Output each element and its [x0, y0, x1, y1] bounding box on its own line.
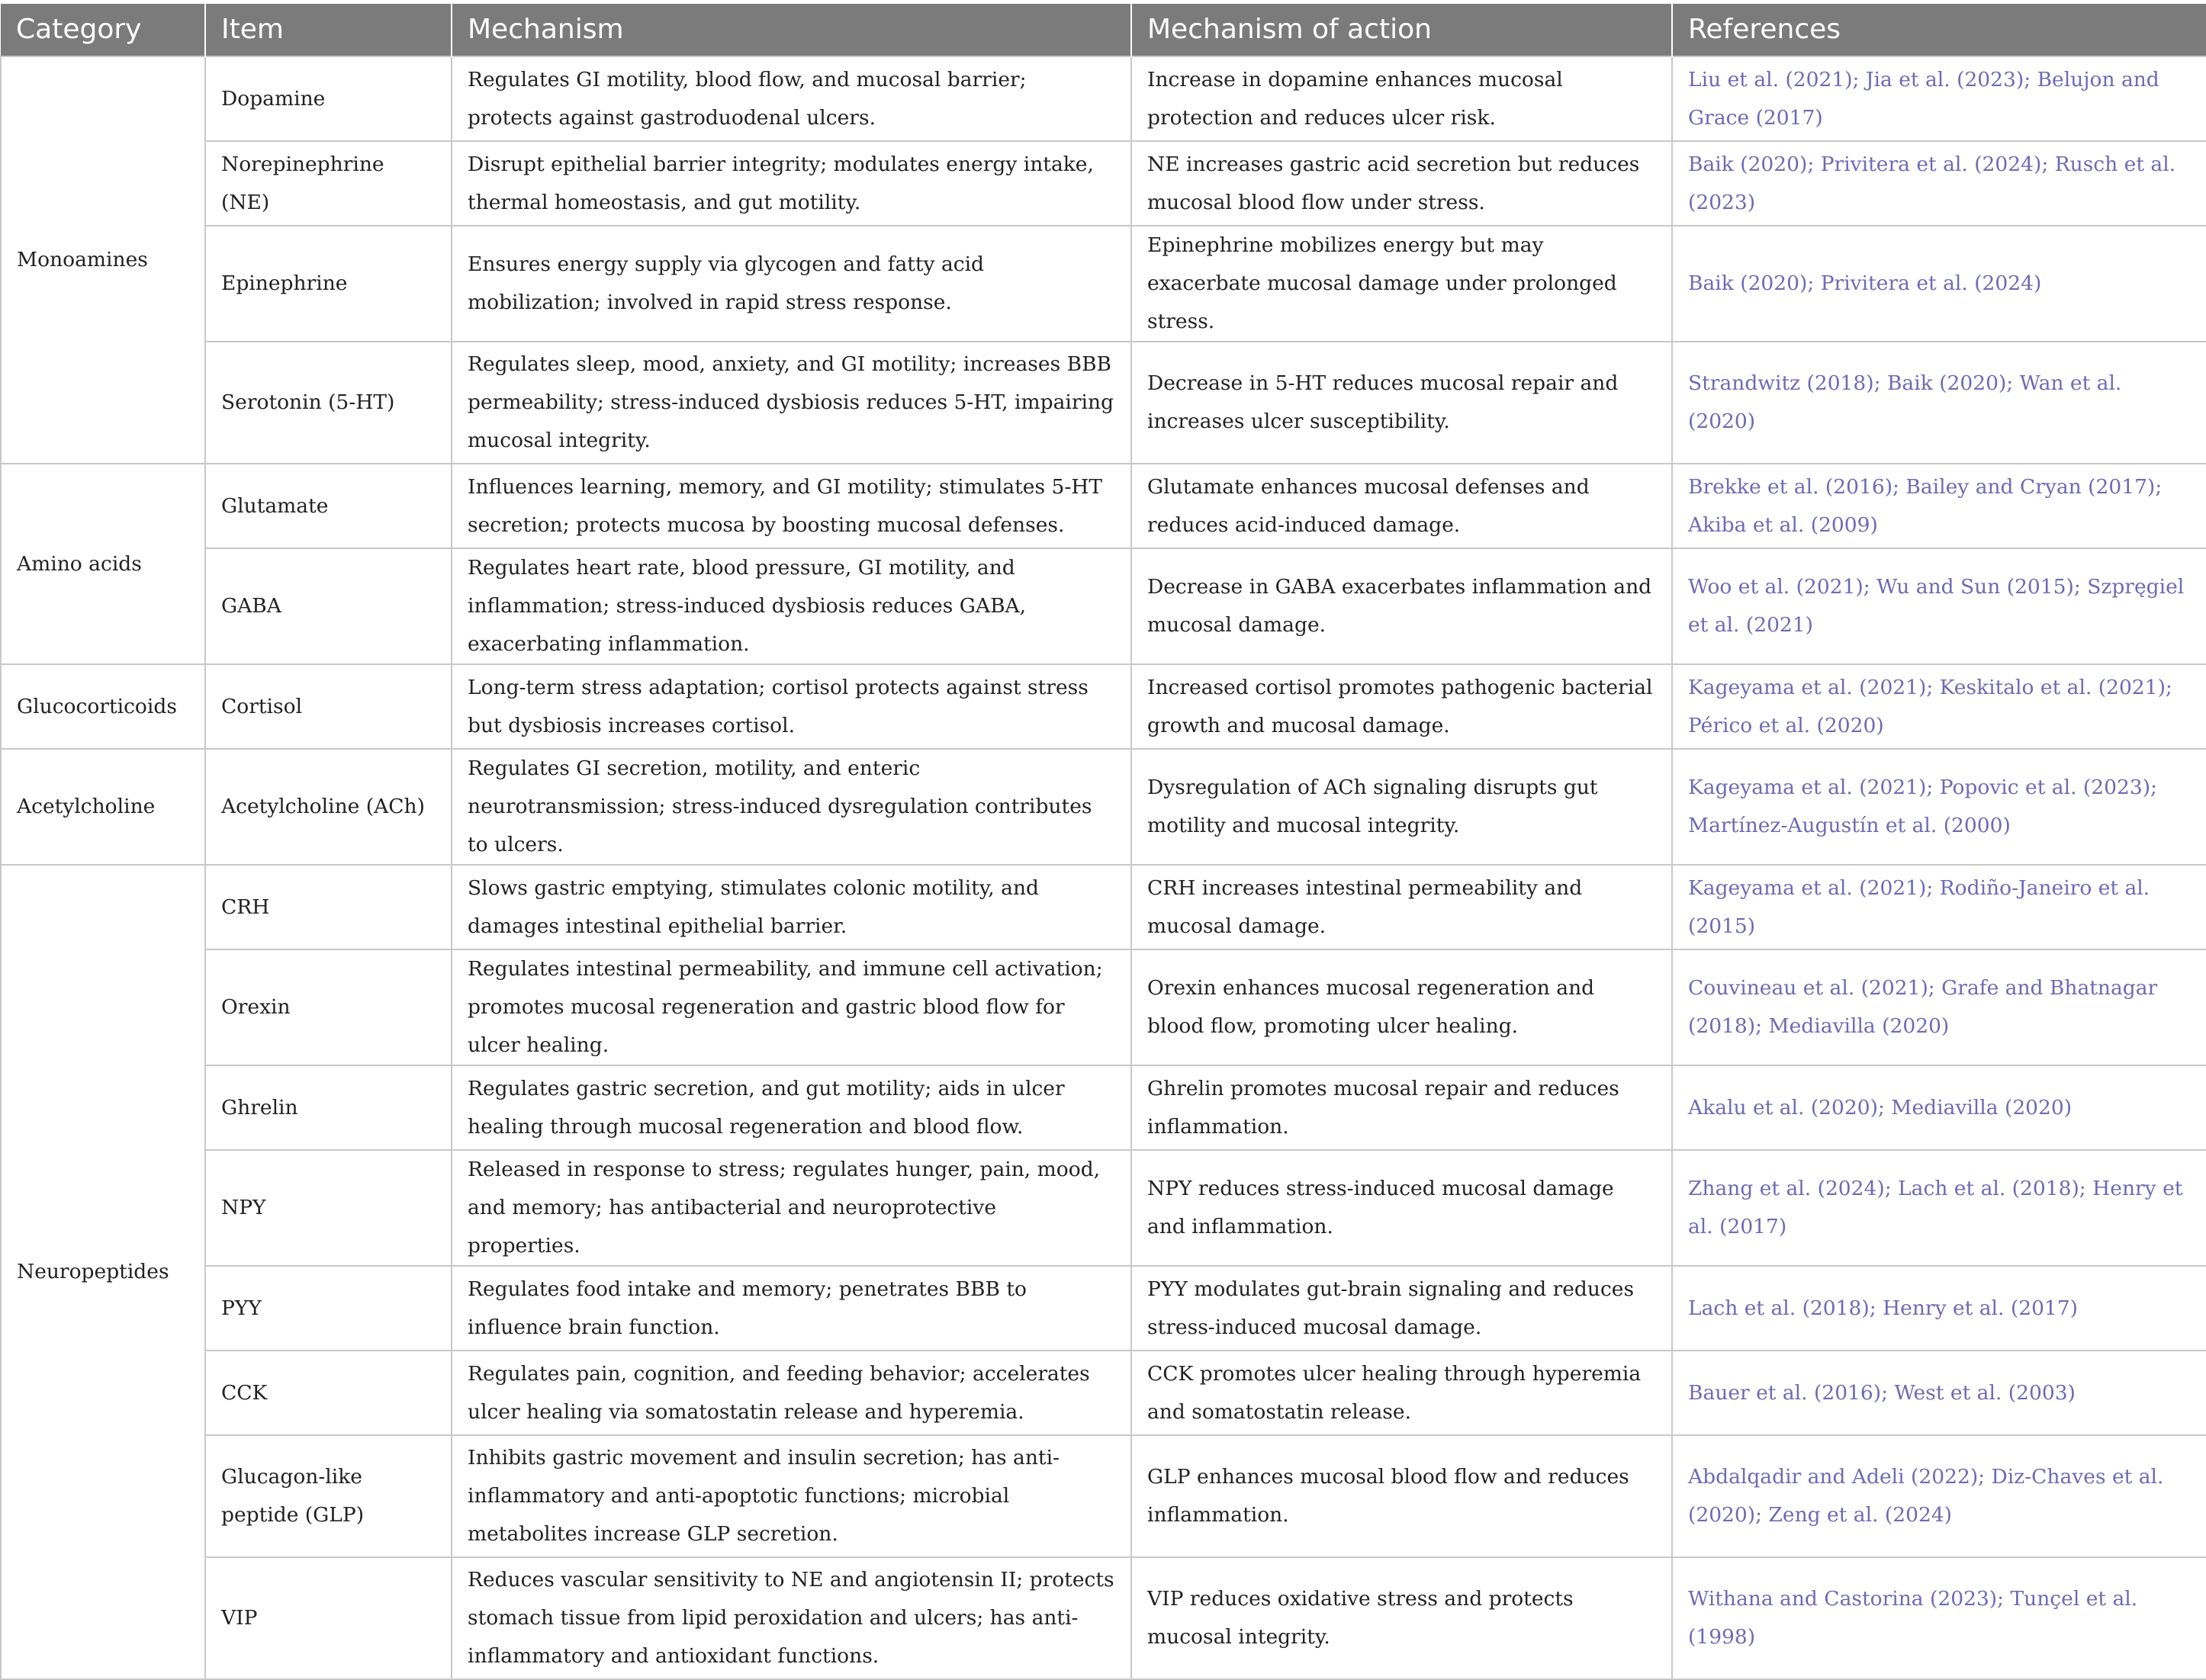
references-cell[interactable]: Akalu et al. (2020); Mediavilla (2020) [1672, 1065, 2206, 1150]
header-category: Category [1, 4, 205, 56]
header-references: References [1672, 4, 2206, 56]
header-mechanism: Mechanism [452, 4, 1131, 56]
action-cell: Increased cortisol promotes pathogenic bacterial growth and mucosal damage. [1131, 664, 1672, 749]
action-cell: Glutamate enhances mucosal defenses and reduces acid-induced damage. [1131, 464, 1672, 548]
action-cell: VIP reduces oxidative stress and protects mucosal integrity. [1131, 1557, 1672, 1679]
table-row [1, 949, 2206, 1065]
category-cell: Glucocorticoids [1, 664, 205, 749]
mechanism-cell: Regulates intestinal permeability, and immune cell activation; promotes mucosal regeneration and gastric blood flow for ulcer healing. [452, 949, 1131, 1065]
action-cell: PYY modulates gut-brain signaling and reduces stress-induced mucosal damage. [1131, 1266, 1672, 1351]
action-cell: Decrease in GABA exacerbates inflammation and mucosal damage. [1131, 548, 1672, 664]
item-cell: Dopamine [205, 56, 452, 141]
mechanism-cell: Long-term stress adaptation; cortisol protects against stress but dysbiosis increases cortisol. [452, 664, 1131, 749]
mechanism-cell: Regulates heart rate, blood pressure, GI motility, and inflammation; stress-induced dysbiosis reduces GABA, exacerbating inflammation. [452, 548, 1131, 664]
table-row [1, 1065, 2206, 1150]
item-cell: Glutamate [205, 464, 452, 548]
mechanism-cell: Reduces vascular sensitivity to NE and angiotensin II; protects stomach tissue from lipid peroxidation and ulcers; has anti-inflammatory and antioxidant functions. [452, 1557, 1131, 1679]
action-cell: GLP enhances mucosal blood flow and reduces inflammation. [1131, 1435, 1672, 1557]
references-cell[interactable]: Bauer et al. (2016); West et al. (2003) [1672, 1351, 2206, 1435]
item-cell: Cortisol [205, 664, 452, 749]
mechanism-cell: Regulates pain, cognition, and feeding behavior; accelerates ulcer healing via somatostatin release and hyperemia. [452, 1351, 1131, 1435]
references-cell[interactable]: Baik (2020); Privitera et al. (2024); Rusch et al. (2023) [1672, 141, 2206, 226]
item-cell: NPY [205, 1150, 452, 1266]
table-row [1, 749, 2206, 865]
action-cell: Epinephrine mobilizes energy but may exacerbate mucosal damage under prolonged stress. [1131, 226, 1672, 342]
references-cell[interactable]: Withana and Castorina (2023); Tunçel et al. (1998) [1672, 1557, 2206, 1679]
mechanism-cell: Regulates food intake and memory; penetrates BBB to influence brain function. [452, 1266, 1131, 1351]
item-cell: Norepinephrine (NE) [205, 141, 452, 226]
mechanism-cell: Regulates sleep, mood, anxiety, and GI motility; increases BBB permeability; stress-induced dysbiosis reduces 5-HT, impairing mucosal integrity. [452, 342, 1131, 464]
action-cell: CCK promotes ulcer healing through hyperemia and somatostatin release. [1131, 1351, 1672, 1435]
mechanism-cell: Inhibits gastric movement and insulin secretion; has anti-inflammatory and anti-apoptotic functions; microbial metabolites increase GLP secretion. [452, 1435, 1131, 1557]
category-cell: Amino acids [1, 464, 205, 664]
action-cell: CRH increases intestinal permeability and mucosal damage. [1131, 865, 1672, 949]
item-cell: CRH [205, 865, 452, 949]
action-cell: Increase in dopamine enhances mucosal protection and reduces ulcer risk. [1131, 56, 1672, 141]
category-cell: Neuropeptides [1, 865, 205, 1679]
action-cell: NE increases gastric acid secretion but reduces mucosal blood flow under stress. [1131, 141, 1672, 226]
action-cell: Orexin enhances mucosal regeneration and blood flow, promoting ulcer healing. [1131, 949, 1672, 1065]
header-mechanism-of-action: Mechanism of action [1131, 4, 1672, 56]
table-row [1, 342, 2206, 464]
table-row [1, 1435, 2206, 1557]
references-cell[interactable]: Kageyama et al. (2021); Rodiño-Janeiro et al. (2015) [1672, 865, 2206, 949]
mechanism-cell: Ensures energy supply via glycogen and fatty acid mobilization; involved in rapid stress response. [452, 226, 1131, 342]
action-cell: NPY reduces stress-induced mucosal damage and inflammation. [1131, 1150, 1672, 1266]
table-row [1, 1557, 2206, 1679]
item-cell: Serotonin (5-HT) [205, 342, 452, 464]
mechanism-cell: Influences learning, memory, and GI motility; stimulates 5-HT secretion; protects mucosa by boosting mucosal defenses. [452, 464, 1131, 548]
table-row [1, 865, 2206, 949]
mechanism-cell: Slows gastric emptying, stimulates colonic motility, and damages intestinal epithelial barrier. [452, 865, 1131, 949]
references-cell[interactable]: Strandwitz (2018); Baik (2020); Wan et al. (2020) [1672, 342, 2206, 464]
category-cell: Monoamines [1, 56, 205, 464]
table-row [1, 141, 2206, 226]
references-cell[interactable]: Kageyama et al. (2021); Keskitalo et al. (2021); Périco et al. (2020) [1672, 664, 2206, 749]
table-row [1, 548, 2206, 664]
table-row [1, 664, 2206, 749]
references-cell[interactable]: Baik (2020); Privitera et al. (2024) [1672, 226, 2206, 342]
mechanism-cell: Regulates gastric secretion, and gut motility; aids in ulcer healing through mucosal regeneration and blood flow. [452, 1065, 1131, 1150]
action-cell: Ghrelin promotes mucosal repair and reduces inflammation. [1131, 1065, 1672, 1150]
references-cell[interactable]: Abdalqadir and Adeli (2022); Diz-Chaves et al. (2020); Zeng et al. (2024) [1672, 1435, 2206, 1557]
table-row [1, 1150, 2206, 1266]
item-cell: VIP [205, 1557, 452, 1679]
references-cell[interactable]: Brekke et al. (2016); Bailey and Cryan (2017); Akiba et al. (2009) [1672, 464, 2206, 548]
action-cell: Dysregulation of ACh signaling disrupts gut motility and mucosal integrity. [1131, 749, 1672, 865]
table-row [1, 226, 2206, 342]
mechanism-cell: Regulates GI motility, blood flow, and mucosal barrier; protects against gastroduodenal ulcers. [452, 56, 1131, 141]
action-cell: Decrease in 5-HT reduces mucosal repair and increases ulcer susceptibility. [1131, 342, 1672, 464]
table-row [1, 1266, 2206, 1351]
mechanism-cell: Regulates GI secretion, motility, and enteric neurotransmission; stress-induced dysregulation contributes to ulcers. [452, 749, 1131, 865]
category-cell: Acetylcholine [1, 749, 205, 865]
item-cell: GABA [205, 548, 452, 664]
references-cell[interactable]: Couvineau et al. (2021); Grafe and Bhatnagar (2018); Mediavilla (2020) [1672, 949, 2206, 1065]
table-row [1, 464, 2206, 548]
mechanism-cell: Disrupt epithelial barrier integrity; modulates energy intake, thermal homeostasis, and gut motility. [452, 141, 1131, 226]
references-cell[interactable]: Lach et al. (2018); Henry et al. (2017) [1672, 1266, 2206, 1351]
references-cell[interactable]: Liu et al. (2021); Jia et al. (2023); Belujon and Grace (2017) [1672, 56, 2206, 141]
item-cell: Orexin [205, 949, 452, 1065]
references-cell[interactable]: Kageyama et al. (2021); Popovic et al. (2023); Martínez-Augustín et al. (2000) [1672, 749, 2206, 865]
item-cell: Acetylcholine (ACh) [205, 749, 452, 865]
table-row [1, 56, 2206, 141]
table-row [1, 1351, 2206, 1435]
item-cell: PYY [205, 1266, 452, 1351]
references-cell[interactable]: Zhang et al. (2024); Lach et al. (2018); Henry et al. (2017) [1672, 1150, 2206, 1266]
header-row [1, 4, 2206, 56]
item-cell: Ghrelin [205, 1065, 452, 1150]
item-cell: CCK [205, 1351, 452, 1435]
data-table [0, 4, 2206, 1680]
item-cell: Glucagon-like peptide (GLP) [205, 1435, 452, 1557]
mechanism-cell: Released in response to stress; regulates hunger, pain, mood, and memory; has antibacterial and neuroprotective properties. [452, 1150, 1131, 1266]
header-item: Item [205, 4, 452, 56]
item-cell: Epinephrine [205, 226, 452, 342]
references-cell[interactable]: Woo et al. (2021); Wu and Sun (2015); Szpręgiel et al. (2021) [1672, 548, 2206, 664]
